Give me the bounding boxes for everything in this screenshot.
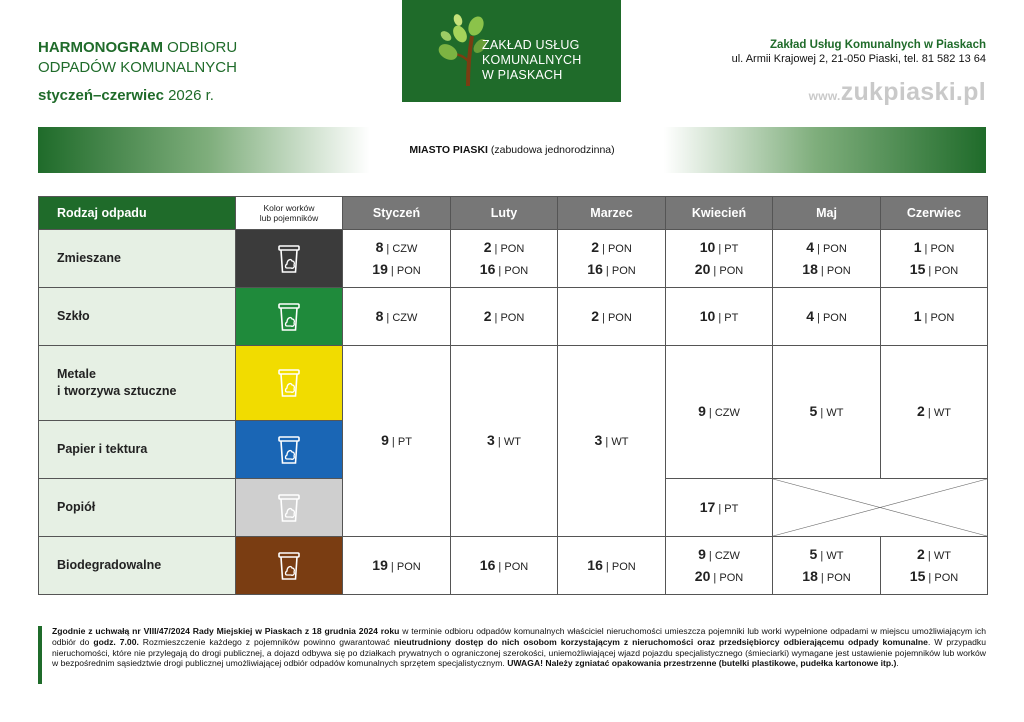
waste-type-label: Papier i tektura: [39, 421, 236, 479]
date-entry: 18 | PON: [802, 567, 851, 584]
date-cell: [451, 537, 558, 595]
bin-color-metale: [236, 346, 343, 421]
date-day: 9: [698, 403, 706, 419]
date-day: 20: [694, 260, 711, 277]
date-day: 16: [479, 556, 496, 573]
date-cell: [343, 230, 451, 288]
waste-bin-icon: [276, 301, 302, 333]
date-cell: [773, 288, 881, 346]
date-entry: 2 | WT: [917, 403, 951, 419]
date-day: 20: [694, 567, 711, 584]
date-cell: [558, 288, 666, 346]
table-header-row: [39, 197, 988, 230]
date-cell: [881, 288, 988, 346]
date-weekday: WT: [933, 549, 951, 562]
date-weekday: PON: [611, 560, 636, 573]
waste-type-label: Szkło: [39, 288, 236, 346]
bin-color-zmieszane: [236, 230, 343, 288]
date-entry: 5 | WT: [809, 545, 844, 562]
date-weekday: PT: [724, 242, 739, 255]
date-weekday: WT: [826, 549, 844, 562]
date-entry: 16 | PON: [479, 260, 529, 277]
area-description: (zabudowa jednorodzinna): [487, 144, 615, 156]
date-entry: 16 | PON: [587, 556, 636, 573]
date-entry: 17 | PT: [699, 498, 739, 515]
date-weekday: PON: [826, 571, 851, 584]
date-day: 2: [483, 238, 492, 255]
website-domain: zukpiaski.pl: [840, 78, 986, 106]
date-entry: 18 | PON: [802, 260, 851, 277]
header-month-mar: Marzec: [558, 197, 666, 230]
date-day: 8: [375, 238, 384, 255]
schedule-table: [38, 196, 988, 595]
date-weekday: WT: [826, 407, 844, 419]
note-text-3: . W przypadku nieruchomości, które nie przylegają do drogi publicznej, a dojazd odbywa się po działkach prywatnych o ograniczonej szerokości, uniemożliwiającej wjazd pojazdu specjalistycznego (śmieciarki) wymagane jest ustawienie pojemników lub worków w bezpośrednim sąsiedztwie drogi publicznej umożliwiającej odbiór odpadów komunalnych sprzętem specjalistycznym.: [52, 636, 986, 669]
date-day: 10: [699, 307, 716, 324]
date-cell: [451, 346, 558, 537]
date-entry: 3 | WT: [594, 432, 629, 448]
date-day: 19: [372, 556, 388, 573]
waste-bin-icon: [276, 492, 302, 524]
date-entry: 1 | PON: [913, 307, 955, 324]
note-bold-2: godz. 7.00.: [93, 636, 139, 647]
date-cell: [666, 288, 773, 346]
table-row-szklo: [39, 288, 988, 346]
date-day: 16: [587, 556, 603, 573]
date-cell: [558, 346, 666, 537]
date-day: 4: [806, 238, 814, 255]
waste-type-label: Biodegradowalne: [39, 537, 236, 595]
date-entry: 15 | PON: [909, 567, 959, 584]
header-waste-type: Rodzaj odpadu: [39, 197, 236, 230]
date-entry: 9 | CZW: [698, 545, 740, 562]
waste-type-label: [39, 346, 236, 421]
bin-color-bio: [236, 537, 343, 595]
table-row-bio: [39, 537, 988, 595]
date-entry: 1 | PON: [913, 238, 955, 255]
date-day: 2: [917, 545, 925, 562]
header-bin-color: [236, 197, 343, 230]
header-bin-color-line2: lub pojemników: [259, 213, 319, 223]
date-weekday: PON: [934, 264, 959, 277]
table-row-zmieszane: [39, 230, 988, 288]
date-weekday: PON: [607, 311, 632, 324]
date-weekday: PON: [719, 264, 744, 277]
date-weekday: PT: [724, 502, 739, 515]
date-weekday: CZW: [392, 242, 418, 255]
date-entry: 9 | CZW: [698, 403, 740, 419]
waste-bin-icon: [276, 434, 302, 466]
title-rest: ODBIORU: [163, 39, 238, 56]
date-weekday: WT: [933, 407, 951, 419]
date-day: 1: [913, 307, 922, 324]
date-day: 3: [594, 432, 603, 448]
date-cell: [881, 537, 988, 595]
company-info: [732, 38, 986, 66]
company-address: ul. Armii Krajowej 2, 21-050 Piaski, tel. 81 582 13 64: [731, 53, 986, 65]
note-text-4: .: [896, 658, 899, 669]
logo-text: [482, 38, 581, 83]
waste-type-label: Popiół: [39, 479, 236, 537]
logo-line-3: W PIASKACH: [482, 68, 563, 82]
table-row-metale: [39, 346, 988, 421]
date-weekday: WT: [503, 436, 521, 448]
date-weekday: PON: [607, 242, 632, 255]
date-weekday: PT: [724, 311, 739, 324]
bin-color-szklo: [236, 288, 343, 346]
date-cell: [558, 230, 666, 288]
date-weekday: PT: [397, 436, 412, 448]
date-entry: 19 | PON: [372, 260, 421, 277]
date-cell: [343, 288, 451, 346]
date-weekday: PON: [500, 242, 525, 255]
area-name: MIASTO PIASKI: [409, 144, 488, 156]
date-weekday: PON: [396, 560, 421, 573]
date-day: 18: [802, 260, 818, 277]
date-weekday: PON: [822, 311, 847, 324]
date-weekday: PON: [504, 560, 529, 573]
date-entry: 16 | PON: [479, 556, 529, 573]
date-entry: 2 | PON: [483, 238, 525, 255]
date-entry: 2 | PON: [591, 307, 632, 324]
waste-type-line2: i tworzywa sztuczne: [57, 384, 177, 398]
no-collection-cell: [773, 479, 988, 537]
date-entry: 10 | PT: [699, 238, 739, 255]
date-entry: 20 | PON: [694, 567, 744, 584]
document-title: [38, 38, 237, 58]
period-rest: 2026 r.: [163, 87, 214, 104]
note-text-1: w terminie odbioru odpadów komunalnych właściciel nieruchomości umieszcza pojemniki lub worki wypełnione odpadami w miejscu umożliwiającym ich odbiór do: [52, 626, 986, 647]
document-title-line2: ODPADÓW KOMUNALNYCH: [38, 59, 237, 76]
note-accent-bar: [38, 626, 42, 684]
date-weekday: PON: [930, 242, 955, 255]
date-weekday: PON: [611, 264, 636, 277]
date-cell: [773, 346, 881, 479]
date-day: 5: [809, 545, 818, 562]
logo-line-2: KOMUNALNYCH: [482, 53, 582, 67]
date-day: 4: [806, 307, 814, 324]
date-entry: 8 | CZW: [375, 238, 418, 255]
website-prefix: www.: [808, 89, 841, 103]
date-cell: [666, 346, 773, 479]
date-cell: [666, 230, 773, 288]
schedule-period: [38, 86, 214, 106]
date-entry: 3 | WT: [487, 432, 521, 448]
date-entry: 8 | CZW: [375, 307, 418, 324]
date-weekday: PON: [396, 264, 421, 277]
date-cell: [773, 537, 881, 595]
date-weekday: PON: [500, 311, 525, 324]
date-entry: 5 | WT: [809, 403, 844, 419]
waste-bin-icon: [276, 550, 302, 582]
date-entry: 19 | PON: [372, 556, 421, 573]
date-day: 2: [917, 403, 925, 419]
date-day: 2: [591, 307, 599, 324]
note-text-2: Rozmieszczenie każdego z pojemników powinno gwarantować: [138, 636, 394, 647]
date-weekday: PON: [934, 571, 959, 584]
date-day: 5: [809, 403, 818, 419]
title-bold: HARMONOGRAM: [38, 39, 163, 56]
note-bold-1: Zgodnie z uchwałą nr VIII/47/2024 Rady Miejskiej w Piaskach z 18 grudnia 2024 roku: [52, 626, 400, 636]
period-bold: styczeń–czerwiec: [38, 87, 164, 104]
date-day: 3: [487, 432, 495, 448]
logo-line-1: ZAKŁAD USŁUG: [482, 38, 580, 52]
date-day: 18: [802, 567, 818, 584]
waste-type-line1: Metale: [57, 367, 96, 381]
waste-bin-icon: [276, 367, 302, 399]
date-entry: 10 | PT: [699, 307, 739, 324]
header-month-jun: Czerwiec: [881, 197, 988, 230]
area-label: [38, 144, 986, 156]
date-entry: 2 | PON: [483, 307, 525, 324]
bin-color-popiol: [236, 479, 343, 537]
date-weekday: PON: [826, 264, 851, 277]
waste-bin-icon: [276, 243, 302, 275]
note-bold-3: nieutrudniony dostęp do nich osobom korzystającym z nieruchomości oraz przedsiębiorcy odbierającemu odpady komunalne: [393, 636, 928, 647]
date-day: 15: [909, 260, 926, 277]
company-name: Zakład Usług Komunalnych w Piaskach: [769, 39, 986, 51]
date-day: 10: [699, 238, 716, 255]
date-cell: [881, 230, 988, 288]
date-day: 17: [699, 498, 716, 515]
date-day: 16: [479, 260, 496, 277]
date-day: 1: [913, 238, 922, 255]
date-cell: [343, 537, 451, 595]
date-day: 19: [372, 260, 388, 277]
date-weekday: CZW: [714, 549, 740, 562]
date-entry: 16 | PON: [587, 260, 636, 277]
date-entry: 2 | PON: [591, 238, 632, 255]
date-cell: [773, 230, 881, 288]
header-month-feb: Luty: [451, 197, 558, 230]
date-weekday: CZW: [714, 407, 740, 419]
date-cell: [343, 346, 451, 537]
date-cell: [451, 288, 558, 346]
date-weekday: PON: [930, 311, 955, 324]
date-weekday: PON: [504, 264, 529, 277]
company-logo: [402, 0, 621, 102]
date-day: 2: [591, 238, 599, 255]
date-cell: [558, 537, 666, 595]
note-text: [52, 626, 986, 669]
date-cell: [881, 346, 988, 479]
date-entry: 4 | PON: [806, 238, 847, 255]
regulation-note: [38, 626, 986, 684]
date-entry: 4 | PON: [806, 307, 847, 324]
date-cell: [666, 537, 773, 595]
date-day: 8: [375, 307, 384, 324]
date-cell: [666, 479, 773, 537]
header-bin-color-line1: Kolor worków: [263, 203, 315, 213]
date-entry: 2 | WT: [917, 545, 951, 562]
no-collection-cross-icon: [773, 479, 987, 536]
note-bold-4: UWAGA! Należy zgniatać opakowania przestrzenne (butelki plastikowe, pudełka kartonowe itp.): [507, 658, 897, 669]
date-entry: 15 | PON: [909, 260, 959, 277]
tree-icon: [438, 14, 488, 86]
date-weekday: WT: [611, 436, 629, 448]
date-day: 9: [698, 545, 706, 562]
header-month-may: Maj: [773, 197, 881, 230]
bin-color-papier: [236, 421, 343, 479]
website-link[interactable]: [809, 78, 986, 107]
date-day: 16: [587, 260, 603, 277]
date-day: 2: [483, 307, 492, 324]
waste-type-label: Zmieszane: [39, 230, 236, 288]
date-entry: 20 | PON: [694, 260, 744, 277]
date-day: 9: [381, 432, 389, 448]
header-month-apr: Kwiecień: [666, 197, 773, 230]
date-weekday: PON: [719, 571, 744, 584]
header-month-jan: Styczeń: [343, 197, 451, 230]
date-entry: 9 | PT: [381, 432, 412, 448]
date-weekday: CZW: [392, 311, 418, 324]
date-day: 15: [909, 567, 926, 584]
area-banner: [38, 127, 986, 173]
date-weekday: PON: [822, 242, 847, 255]
date-cell: [451, 230, 558, 288]
